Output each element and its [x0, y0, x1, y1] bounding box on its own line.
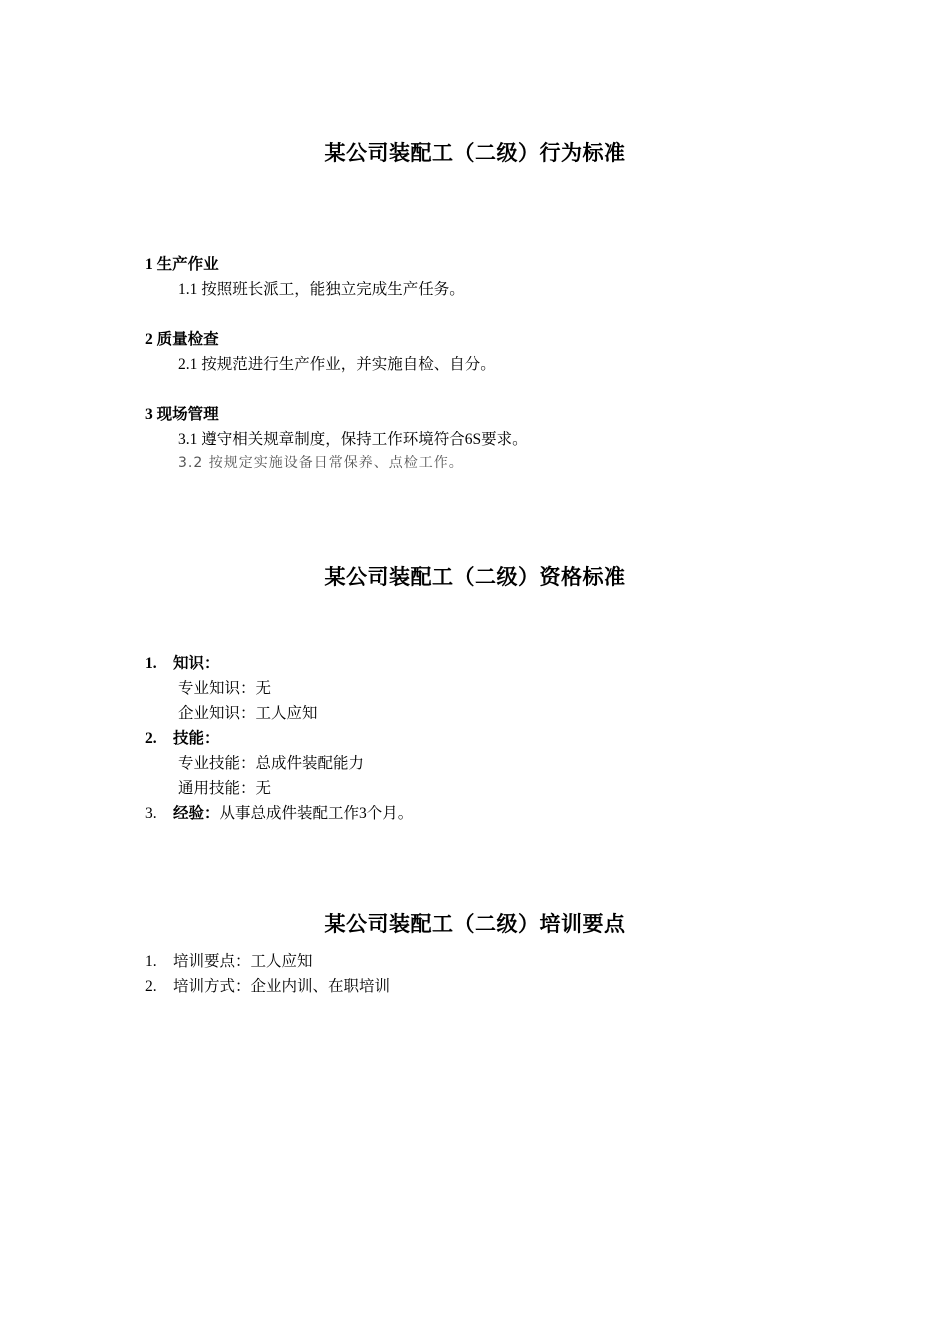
training-title: 某公司装配工（二级）培训要点: [324, 912, 626, 936]
behavior-section-heading: 1 生产作业: [145, 256, 219, 273]
behavior-item: 2.1 按规范进行生产作业，并实施自检、自分。: [178, 356, 496, 373]
training-text: 培训要点：工人应知: [173, 953, 313, 970]
behavior-section-heading: 3 现场管理: [145, 406, 219, 423]
list-number: 2.: [145, 730, 157, 747]
behavior-item: 3.2 按规定实施设备日常保养、点检工作。: [178, 455, 464, 471]
training-item: [145, 949, 313, 971]
qualification-knowledge-heading: [145, 651, 220, 673]
list-number: 1.: [145, 953, 157, 970]
experience-label: 经验：: [173, 805, 220, 822]
behavior-item: 3.1 遵守相关规章制度，保持工作环境符合6S要求。: [178, 431, 528, 448]
qualification-experience: [145, 801, 413, 823]
knowledge-line: 企业知识：工人应知: [178, 705, 318, 722]
skills-line: 专业技能：总成件装配能力: [178, 755, 365, 772]
behavior-item: 1.1 按照班长派工，能独立完成生产任务。: [178, 281, 465, 298]
knowledge-line: 专业知识：无: [178, 680, 272, 697]
behavior-title: 某公司装配工（二级）行为标准: [324, 141, 626, 165]
behavior-section-heading: 2 质量检查: [145, 331, 219, 348]
qualification-skills-heading: [145, 726, 220, 748]
training-item: [145, 974, 390, 996]
experience-text: 从事总成件装配工作3个月。: [219, 805, 414, 822]
training-text: 培训方式：企业内训、在职培训: [173, 978, 391, 995]
list-number: 3.: [145, 805, 157, 822]
list-number: 2.: [145, 978, 157, 995]
skills-label: 技能：: [173, 730, 220, 747]
skills-line: 通用技能：无: [178, 780, 272, 797]
knowledge-label: 知识：: [173, 655, 220, 672]
list-number: 1.: [145, 655, 157, 672]
qualification-title: 某公司装配工（二级）资格标准: [324, 565, 626, 589]
